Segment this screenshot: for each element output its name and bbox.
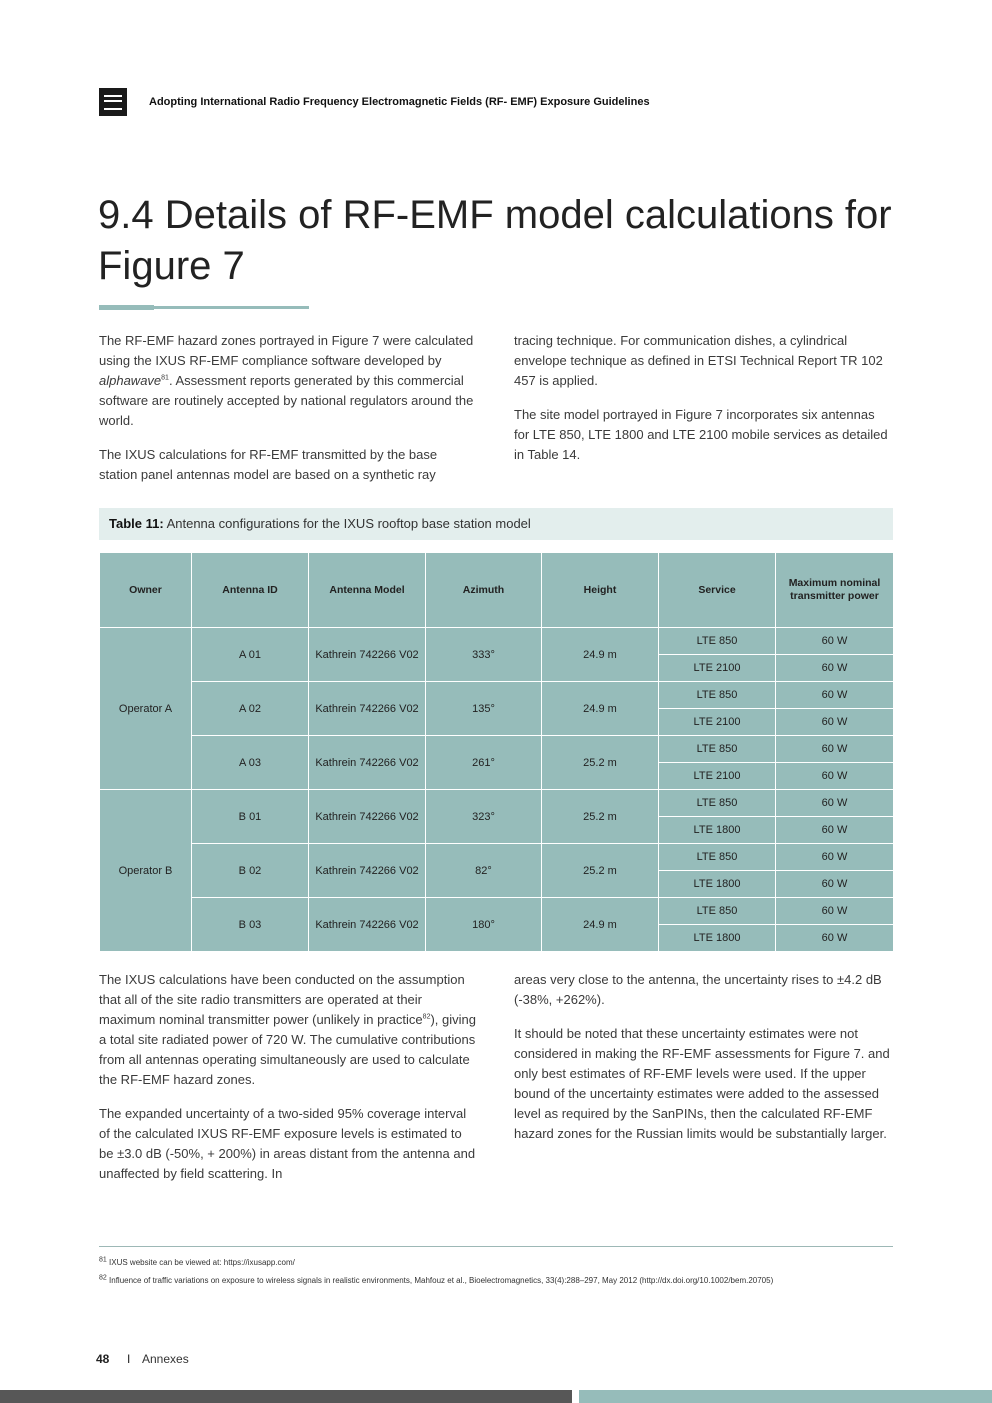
power-cell: 60 W bbox=[776, 763, 894, 790]
antenna-id-cell: A 03 bbox=[192, 736, 309, 790]
height-cell: 25.2 m bbox=[542, 736, 659, 790]
azimuth-cell: 180° bbox=[426, 898, 542, 952]
footer-separator: I bbox=[127, 1352, 131, 1366]
body-right-column bbox=[514, 970, 892, 1158]
footnote: $^{81}$ IXUS website can be viewed at: https://ixusapp.com/ bbox=[99, 1256, 295, 1267]
organisation-logo bbox=[99, 88, 127, 116]
column-header: Azimuth bbox=[426, 553, 542, 628]
service-cell: LTE 1800 bbox=[659, 925, 776, 952]
power-cell: 60 W bbox=[776, 871, 894, 898]
column-header: Maximum nominal transmitter power bbox=[776, 553, 894, 628]
table-row bbox=[100, 682, 894, 709]
body-paragraph: areas very close to the antenna, the uncertainty rises to ±4.2 dB (-38%, +262%). bbox=[514, 972, 882, 1007]
antenna-model-cell: Kathrein 742266 V02 bbox=[309, 898, 426, 952]
power-cell: 60 W bbox=[776, 682, 894, 709]
intro-paragraph: The IXUS calculations for RF-EMF transmitted by the base station panel antennas model are based on a synthetic ray bbox=[99, 447, 438, 482]
antenna-model-cell: Kathrein 742266 V02 bbox=[309, 790, 426, 844]
antenna-id-cell: B 01 bbox=[192, 790, 309, 844]
body-paragraph: The IXUS calculations have been conducted on the assumption that all of the site radio transmitters are operated at their maximum nominal transmitter power (unlikely in practice$^{82}$), giving a total site radiated power of 720 W. The cumulative contributions from all antennas operating simultaneously are used to calculate the RF-EMF hazard zones. bbox=[99, 972, 476, 1087]
owner-cell: Operator A bbox=[100, 628, 192, 790]
title-underline-accent bbox=[99, 305, 154, 310]
table-row bbox=[100, 628, 894, 655]
antenna-config-table bbox=[99, 552, 894, 952]
antenna-model-cell: Kathrein 742266 V02 bbox=[309, 628, 426, 682]
power-cell: 60 W bbox=[776, 628, 894, 655]
power-cell: 60 W bbox=[776, 709, 894, 736]
service-cell: LTE 2100 bbox=[659, 763, 776, 790]
antenna-id-cell: A 02 bbox=[192, 682, 309, 736]
running-header: Adopting International Radio Frequency Electromagnetic Fields (RF- EMF) Exposure Guidelines bbox=[149, 96, 650, 108]
height-cell: 25.2 m bbox=[542, 844, 659, 898]
service-cell: LTE 1800 bbox=[659, 817, 776, 844]
service-cell: LTE 850 bbox=[659, 790, 776, 817]
body-left-column bbox=[99, 970, 477, 1198]
intro-paragraph: The site model portrayed in Figure 7 incorporates six antennas for LTE 850, LTE 1800 and LTE 2100 mobile services as detailed in Table 14. bbox=[514, 407, 888, 462]
footer-bar-teal bbox=[579, 1390, 992, 1403]
footer-bar-dark bbox=[0, 1390, 572, 1403]
intro-left-column bbox=[99, 331, 477, 499]
service-cell: LTE 850 bbox=[659, 844, 776, 871]
owner-cell: Operator B bbox=[100, 790, 192, 952]
antenna-model-cell: Kathrein 742266 V02 bbox=[309, 736, 426, 790]
section-title: 9.4 Details of RF-EMF model calculations for Figure 7 bbox=[98, 193, 892, 288]
height-cell: 24.9 m bbox=[542, 628, 659, 682]
title-underline bbox=[154, 306, 309, 309]
service-cell: LTE 2100 bbox=[659, 655, 776, 682]
footnote: $^{82}$ Influence of traffic variations on exposure to wireless signals in realistic environments, Mahfouz et al., Bioelectromagnetics, 33(4):288–297, May 2012 (http://dx.doi.org/10.1002/bem.20705) bbox=[99, 1274, 774, 1285]
antenna-model-cell: Kathrein 742266 V02 bbox=[309, 682, 426, 736]
intro-paragraph: The RF-EMF hazard zones portrayed in Figure 7 were calculated using the IXUS RF-EMF compliance software developed by alphawave$^{81}$. Assessment reports generated by this commercial software are routinely accepted by national regulators around the world. bbox=[99, 333, 474, 428]
table-row bbox=[100, 790, 894, 817]
footer-section-name: Annexes bbox=[142, 1352, 189, 1366]
antenna-id-cell: A 01 bbox=[192, 628, 309, 682]
table-row bbox=[100, 844, 894, 871]
antenna-id-cell: B 02 bbox=[192, 844, 309, 898]
height-cell: 24.9 m bbox=[542, 682, 659, 736]
column-header: Service bbox=[659, 553, 776, 628]
intro-right-column bbox=[514, 331, 892, 479]
service-cell: LTE 1800 bbox=[659, 871, 776, 898]
footnote-ref[interactable]: 81 bbox=[161, 374, 169, 382]
service-cell: LTE 2100 bbox=[659, 709, 776, 736]
table-caption bbox=[99, 508, 893, 540]
power-cell: 60 W bbox=[776, 736, 894, 763]
power-cell: 60 W bbox=[776, 925, 894, 952]
table-caption-label: Table 11: bbox=[109, 516, 164, 531]
table-row bbox=[100, 736, 894, 763]
body-paragraph: It should be noted that these uncertainty estimates were not considered in making the RF-EMF assessments for Figure 7. and only best estimates of RF-EMF levels were used. If the upper bound of the uncertainty estimates were added to the assessed level as required by the SanPINs, then the calculated RF-EMF hazard zones for the Russian limits would be substantially larger. bbox=[514, 1026, 890, 1141]
power-cell: 60 W bbox=[776, 817, 894, 844]
power-cell: 60 W bbox=[776, 655, 894, 682]
column-header: Owner bbox=[100, 553, 192, 628]
azimuth-cell: 261° bbox=[426, 736, 542, 790]
column-header: Antenna ID bbox=[192, 553, 309, 628]
intro-paragraph: tracing technique. For communication dishes, a cylindrical envelope technique as defined in ETSI Technical Report TR 102 457 is applied. bbox=[514, 333, 883, 388]
column-header: Antenna Model bbox=[309, 553, 426, 628]
table-caption-text: Antenna configurations for the IXUS rooftop base station model bbox=[163, 516, 531, 531]
azimuth-cell: 135° bbox=[426, 682, 542, 736]
footnote-ref[interactable]: 82 bbox=[422, 1013, 431, 1021]
table-header-row bbox=[100, 553, 894, 628]
service-cell: LTE 850 bbox=[659, 628, 776, 655]
service-cell: LTE 850 bbox=[659, 898, 776, 925]
height-cell: 25.2 m bbox=[542, 790, 659, 844]
page-number: 48 bbox=[96, 1352, 110, 1366]
antenna-model-cell: Kathrein 742266 V02 bbox=[309, 844, 426, 898]
antenna-id-cell: B 03 bbox=[192, 898, 309, 952]
azimuth-cell: 323° bbox=[426, 790, 542, 844]
table-row bbox=[100, 898, 894, 925]
power-cell: 60 W bbox=[776, 898, 894, 925]
body-paragraph: The expanded uncertainty of a two-sided 95% coverage interval of the calculated IXUS RF-EMF exposure levels is estimated to be ±3.0 dB (-50%, + 200%) in areas distant from the antenna and unaffected by field scattering. In bbox=[99, 1106, 476, 1181]
service-cell: LTE 850 bbox=[659, 682, 776, 709]
footnote-divider bbox=[99, 1246, 893, 1247]
service-cell: LTE 850 bbox=[659, 736, 776, 763]
height-cell: 24.9 m bbox=[542, 898, 659, 952]
azimuth-cell: 333° bbox=[426, 628, 542, 682]
azimuth-cell: 82° bbox=[426, 844, 542, 898]
power-cell: 60 W bbox=[776, 844, 894, 871]
power-cell: 60 W bbox=[776, 790, 894, 817]
column-header: Height bbox=[542, 553, 659, 628]
